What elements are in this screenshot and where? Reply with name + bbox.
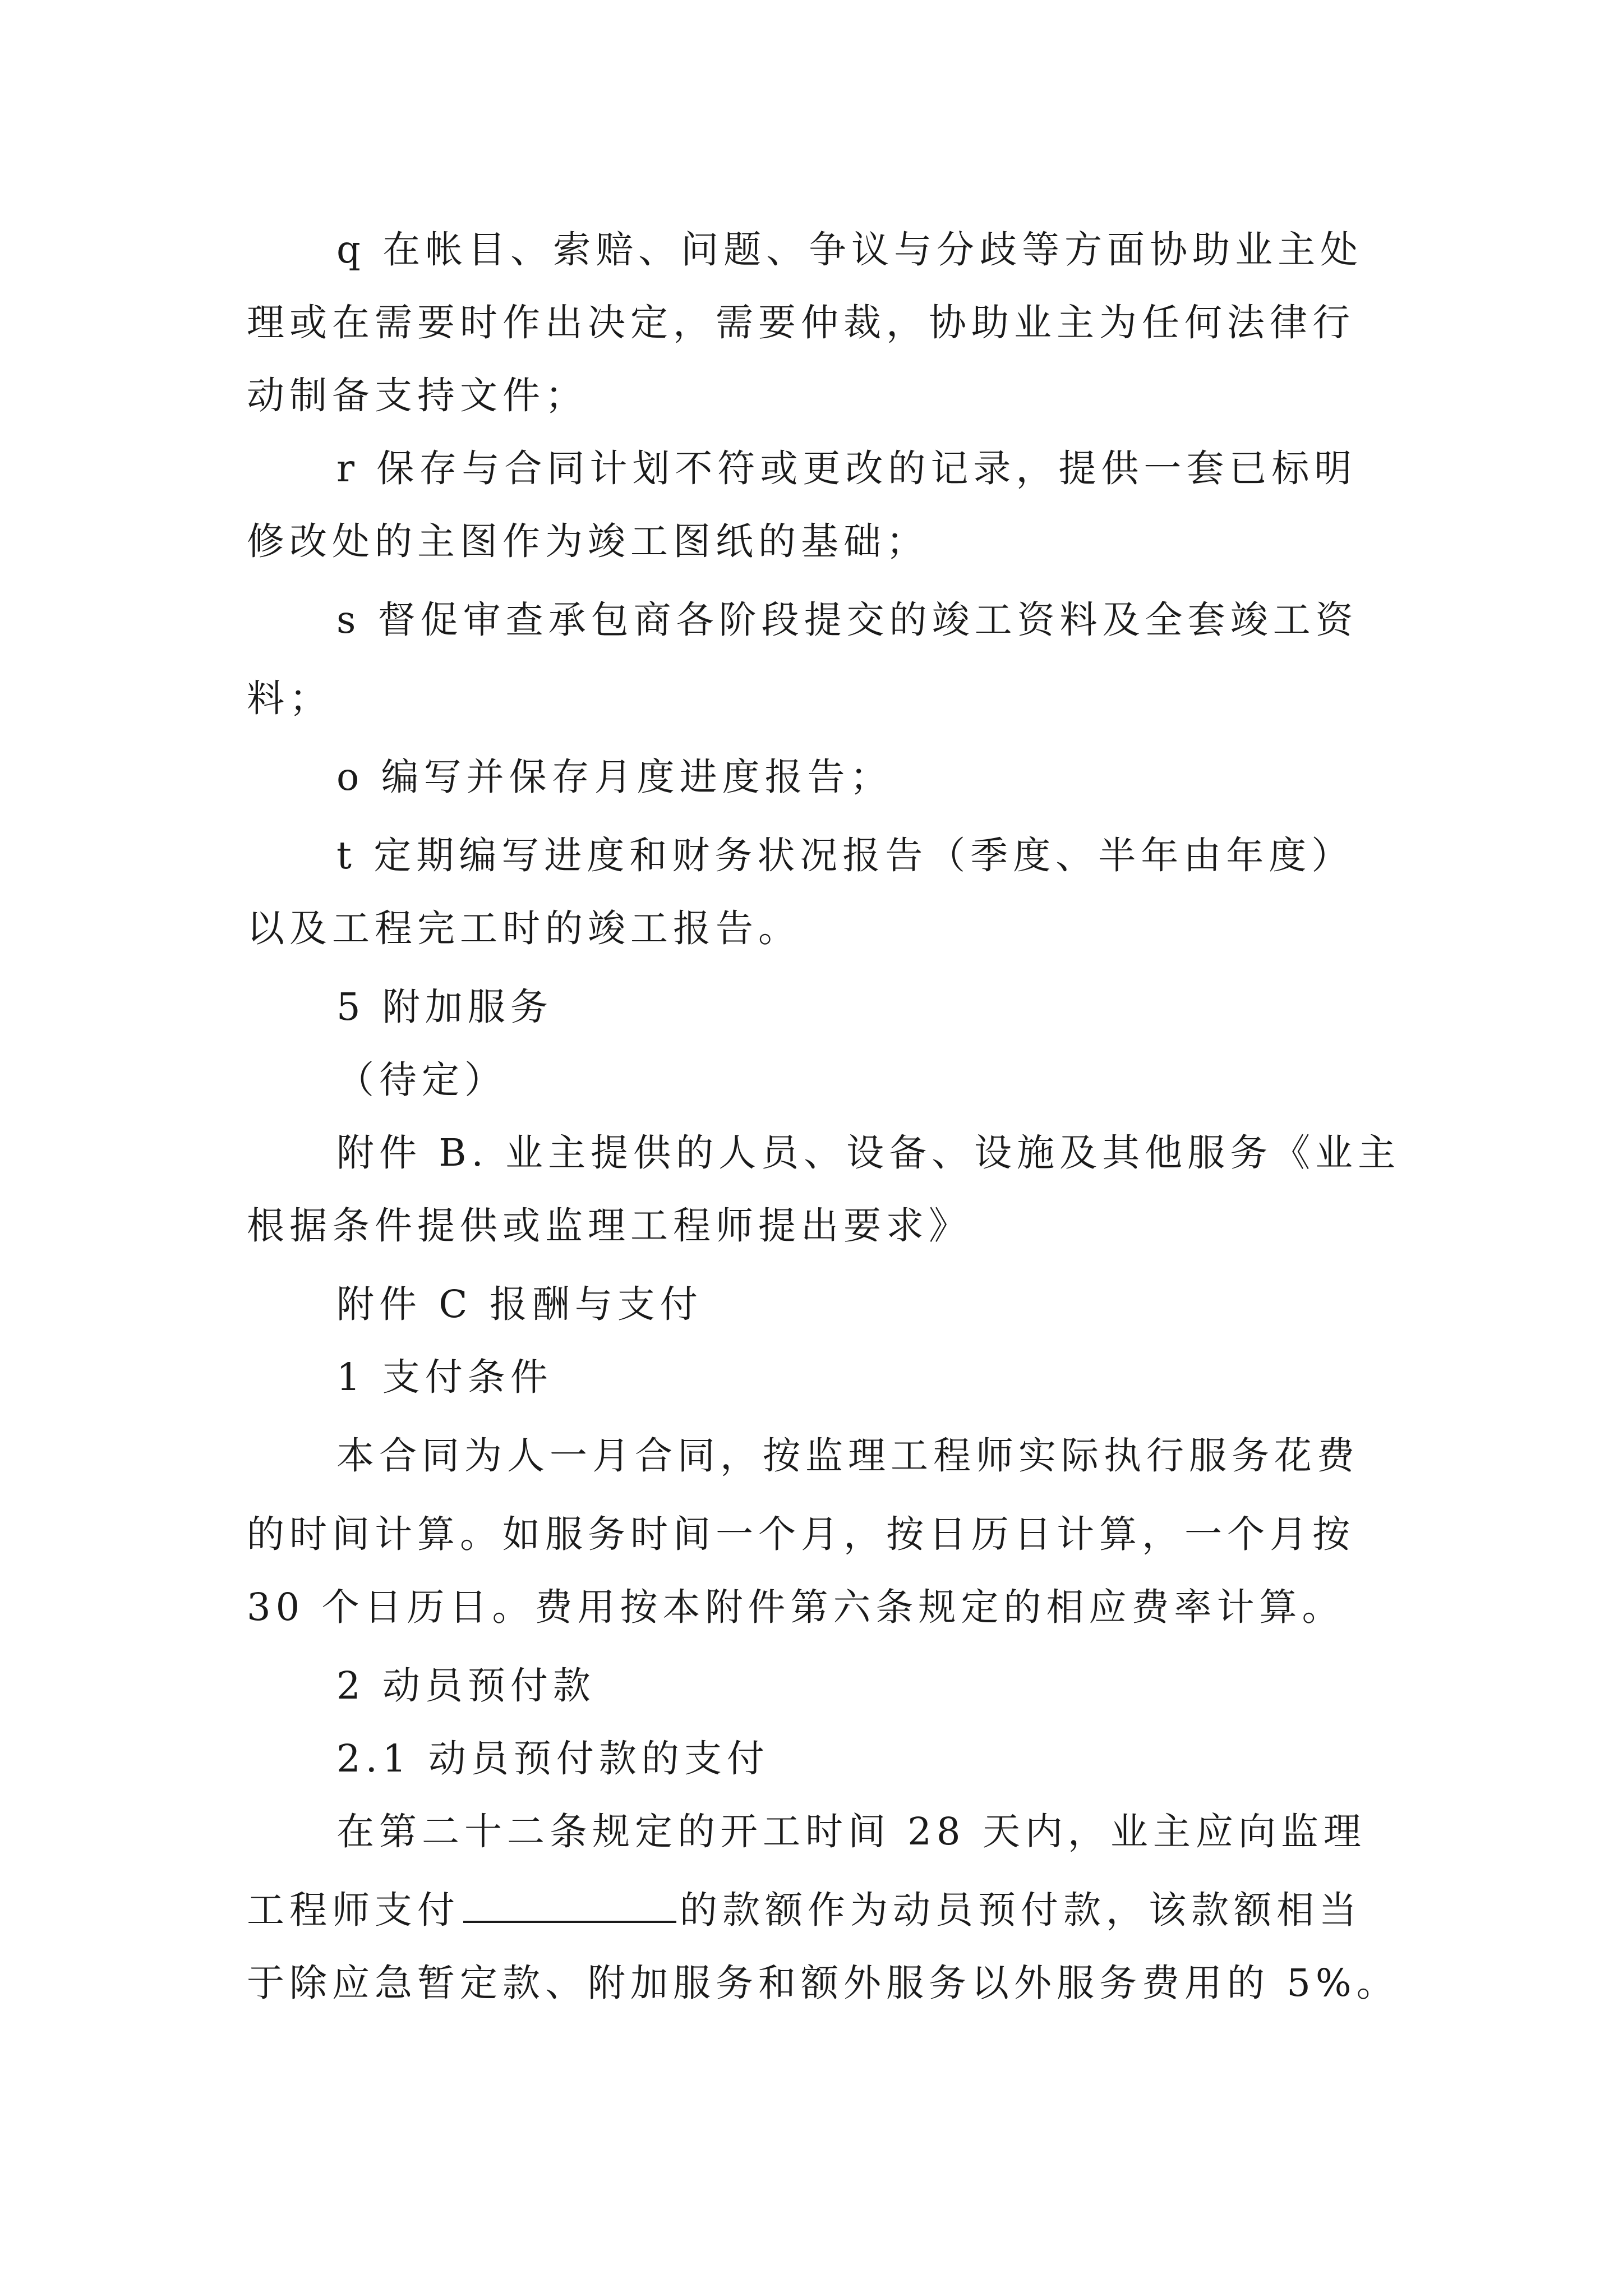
section-heading-additional-services: 5 附加服务 bbox=[336, 985, 553, 1029]
advance-payment-line-2 bbox=[247, 1885, 1362, 1935]
advance-payment-line-2-start: 工程师支付 bbox=[247, 1888, 460, 1932]
paragraph-item-t-line-1: t 定期编写进度和财务状况报告（季度、半年由年度） bbox=[336, 834, 1354, 877]
paragraph-item-q-line-3: 动制备支持文件； bbox=[247, 374, 588, 417]
paragraph-item-t-line-2: 以及工程完工时的竣工报告。 bbox=[247, 907, 801, 950]
paragraph-item-s-line-1: s 督促审查承包商各阶段提交的竣工资料及全套竣工资 bbox=[336, 598, 1358, 642]
subsection-heading-advance-payment: 2.1 动员预付款的支付 bbox=[336, 1737, 769, 1780]
payment-conditions-line-2: 的时间计算。如服务时间一个月，按日历日计算，一个月按 bbox=[247, 1512, 1355, 1556]
pending-note: （待定） bbox=[336, 1058, 507, 1102]
paragraph-item-q-line-1: q 在帐目、索赔、问题、争议与分歧等方面协助业主处 bbox=[336, 228, 1363, 272]
paragraph-item-o: o 编写并保存月度进度报告； bbox=[336, 755, 893, 799]
section-heading-mobilization-advance: 2 动员预付款 bbox=[336, 1664, 596, 1708]
advance-payment-line-1: 在第二十二条规定的开工时间 28 天内，业主应向监理 bbox=[336, 1810, 1366, 1853]
advance-payment-line-2-end: 的款额作为动员预付款，该款额相当 bbox=[680, 1888, 1362, 1932]
paragraph-item-r-line-1: r 保存与合同计划不符或更改的记录，提供一套已标明 bbox=[336, 447, 1357, 490]
paragraph-item-r-line-2: 修改处的主图作为竣工图纸的基础； bbox=[247, 519, 929, 563]
appendix-c-heading: 附件 C 报酬与支付 bbox=[336, 1282, 703, 1326]
appendix-b-heading-line-1: 附件 B. 业主提供的人员、设备、设施及其他服务《业主 bbox=[336, 1131, 1401, 1175]
paragraph-item-s-line-2: 料； bbox=[247, 677, 332, 720]
section-heading-payment-conditions: 1 支付条件 bbox=[336, 1355, 553, 1399]
advance-payment-line-3: 于除应急暂定款、附加服务和额外服务以外服务费用的 5%。 bbox=[247, 1961, 1399, 2005]
paragraph-item-q-line-2: 理或在需要时作出决定，需要仲裁，协助业主为任何法律行 bbox=[247, 301, 1355, 344]
appendix-b-heading-line-2: 根据条件提供或监理工程师提出要求》 bbox=[247, 1204, 971, 1248]
payment-conditions-line-1: 本合同为人一月合同，按监理工程师实际执行服务花费 bbox=[336, 1434, 1359, 1478]
amount-blank bbox=[463, 1886, 676, 1923]
payment-conditions-line-3: 30 个日历日。费用按本附件第六条规定的相应费率计算。 bbox=[247, 1585, 1345, 1629]
